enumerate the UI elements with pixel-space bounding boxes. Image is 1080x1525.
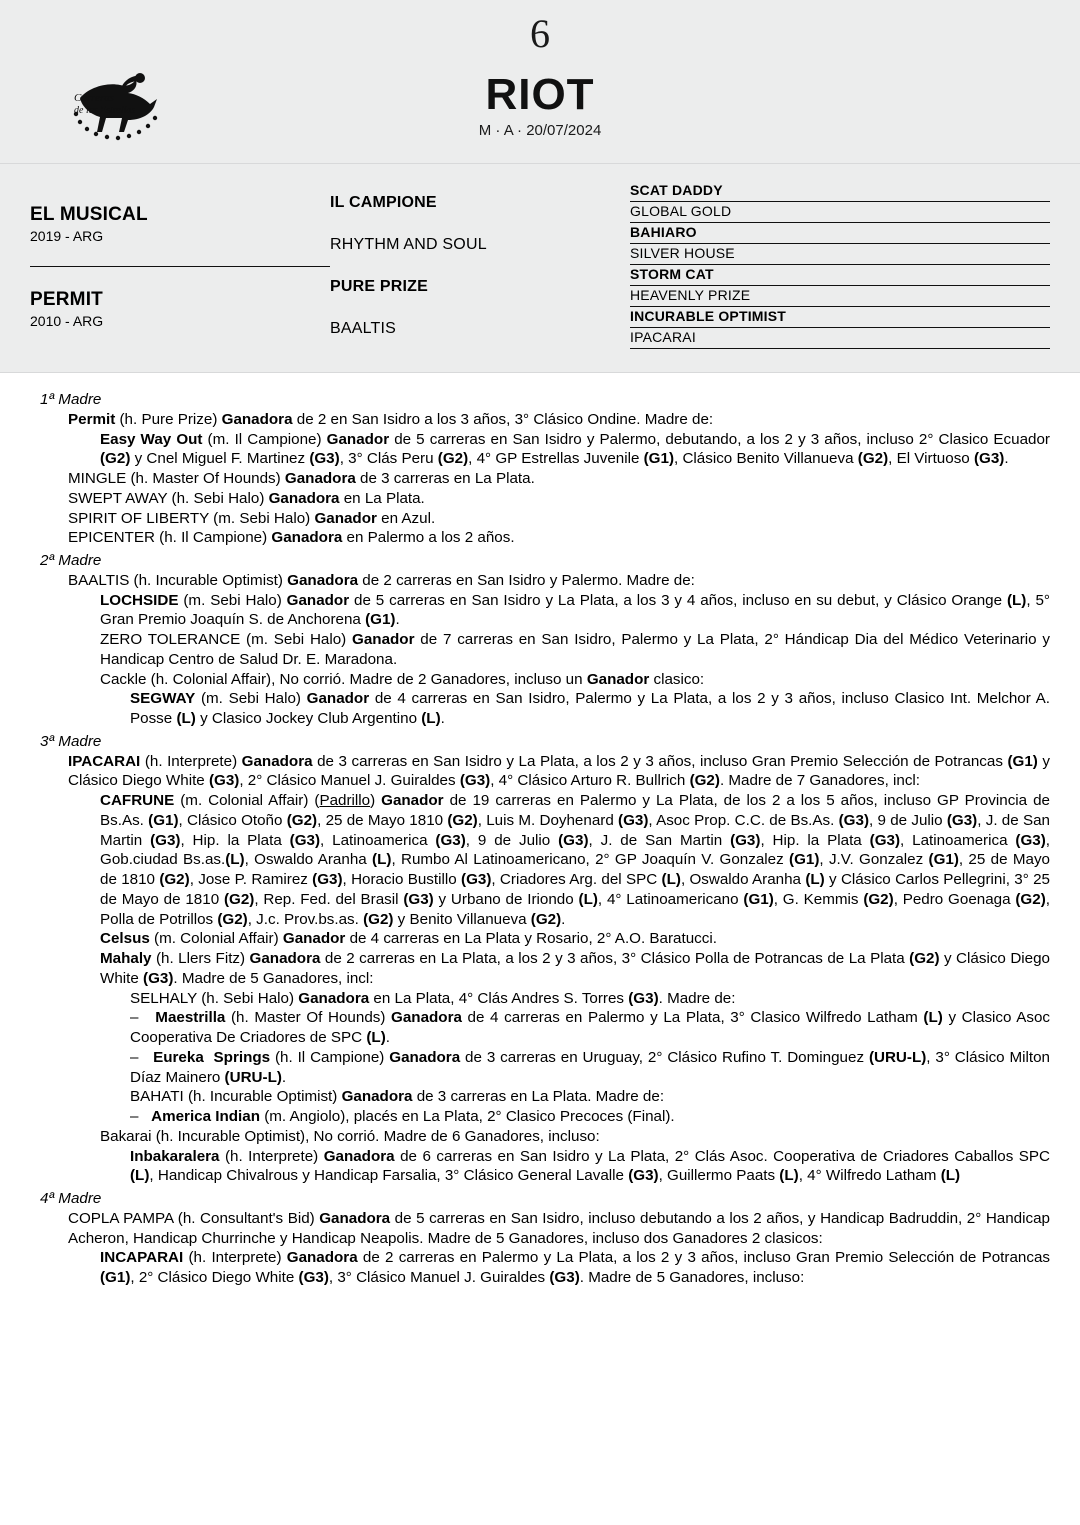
pedigree-col-greatgrandparents <box>630 182 1050 350</box>
pedigree-dam <box>30 266 330 350</box>
catalogue-body <box>0 373 1080 1288</box>
pedigree-entry: Permit (h. Pure Prize) Ganadora de 2 en San Isidro a los 3 años, 3° Clásico Ondine. Madre de: <box>68 410 714 428</box>
pedigree-entry: SPIRIT OF LIBERTY (m. Sebi Halo) Ganador en Azul. <box>68 509 436 527</box>
pedigree-entry: COPLA PAMPA (h. Consultant's Bid) Ganadora de 5 carreras en San Isidro, incluso debutando a los 2 años, y Handicap Badruddin, 2° Handicap Acheron, Handicap Churrinche y Handicap Neapolis. Madre de 5 Ganadores, incluso dos Ganadores 2 clasicos: <box>68 1209 1050 1247</box>
logo-text-mid: de las Estrellas <box>74 105 136 116</box>
pedigree-entry: Easy Way Out (m. Il Campione) Ganador de 5 carreras en San Isidro y Palermo, debutando, a los 2 y 3 años, incluso 2° Clasico Ecuador (G2) y Cnel Miguel F. Martinez (G3), 3° Clás Peru (G2), 4° GP Estrellas Juvenile (G1), Clásico Benito Villanueva (G2), El Virtuoso (G3). <box>100 430 1050 468</box>
generation-title-3: 3ª Madre <box>40 732 102 750</box>
pedigree-gp-1 <box>630 182 1050 203</box>
pedigree-gp-6-name: HEAVENLY PRIZE <box>630 287 751 303</box>
pedigree-dam-sire <box>330 266 630 308</box>
pedigree-entry: SELHALY (h. Sebi Halo) Ganadora en La Plata, 4° Clás Andres S. Torres (G3). Madre de: <box>130 989 736 1007</box>
pedigree-sire-sire <box>330 182 630 224</box>
pedigree-dam-detail: 2010 - ARG <box>30 312 104 329</box>
divider <box>630 264 1050 265</box>
divider <box>630 348 1050 349</box>
pedigree-sire <box>30 182 330 266</box>
divider <box>630 306 1050 307</box>
divider <box>630 222 1050 223</box>
logo-text-top: Carreras <box>74 92 114 104</box>
pedigree-dam-dam <box>330 308 630 350</box>
pedigree-entry: Celsus (m. Colonial Affair) Ganador de 4 carreras en La Plata y Rosario, 2° A.O. Baratucci. <box>100 930 717 948</box>
pedigree-gp-4-name: SILVER HOUSE <box>630 245 735 261</box>
divider <box>630 243 1050 244</box>
pedigree-dam-dam-name: BAALTIS <box>330 320 397 337</box>
pedigree-gp-3 <box>630 224 1050 245</box>
page-header <box>0 0 1080 164</box>
pedigree-entry: EPICENTER (h. Il Campione) Ganadora en Palermo a los 2 años. <box>68 529 515 547</box>
pedigree-gp-4 <box>630 245 1050 266</box>
pedigree-entry: ZERO TOLERANCE (m. Sebi Halo) Ganador de 7 carreras en San Isidro, Palermo y La Plata, 2° Hándicap Dia del Médico Veterinario y Handicap Centro de Salud Dr. E. Maradona. <box>100 631 1051 668</box>
pedigree-sire-detail: 2019 - ARG <box>30 228 104 244</box>
generation-title-4: 4ª Madre <box>40 1190 102 1207</box>
pedigree-gp-6 <box>630 287 1050 308</box>
pedigree-gp-7-name: INCURABLE OPTIMIST <box>630 308 787 324</box>
pedigree-entry: Bakarai (h. Incurable Optimist), No corrió. Madre de 6 Ganadores, incluso: <box>100 1127 600 1145</box>
generation-title-1: 1ª Madre <box>40 391 102 408</box>
lot-number: 6 <box>530 11 550 56</box>
pedigree-entry: Cackle (h. Colonial Affair), No corrió. Madre de 2 Ganadores, incluso un Ganador clasico: <box>100 670 705 688</box>
pedigree-entry: LOCHSIDE (m. Sebi Halo) Ganador de 5 carreras en San Isidro y La Plata, a los 3 y 4 años, incluso en su debut, y Clásico Orange (L), 5° Gran Premio Joaquín S. de Anchorena (G1). <box>100 591 1051 629</box>
pedigree-sire-sire-name: IL CAMPIONE <box>330 194 437 211</box>
pedigree-dam-sire-name: PURE PRIZE <box>330 278 429 295</box>
pedigree-gp-5-name: STORM CAT <box>630 266 714 282</box>
pedigree-entry: MINGLE (h. Master Of Hounds) Ganadora de 3 carreras en La Plata. <box>68 470 535 487</box>
pedigree-entry: BAHATI (h. Incurable Optimist) Ganadora de 3 carreras en La Plata. Madre de: <box>130 1088 665 1106</box>
pedigree-col-parents <box>30 182 330 350</box>
pedigree-gp-5 <box>630 266 1050 287</box>
divider <box>630 201 1050 202</box>
pedigree-entry: IPACARAI (h. Interprete) Ganadora de 3 carreras en San Isidro y La Plata, a los 2 y 3 años, incluso Gran Premio Selección de Potrancas (G1) y Clásico Diego White (G3), 2° Clásico Manuel J. Guiraldes (G3), 4° Clásico Arturo R. Bullrich (G2). Madre de 7 Ganadores, incl: <box>68 752 1050 790</box>
pedigree-sire-dam-name: RHYTHM AND SOUL <box>330 236 487 253</box>
pedigree-gp-2-name: GLOBAL GOLD <box>630 203 732 219</box>
pedigree-entry: – Eureka Springs (h. Il Campione) Ganadora de 3 carreras en Uruguay, 2° Clásico Rufino T. Dominguez (URU-L), 3° Clásico Milton Díaz Mainero (URU-L). <box>130 1048 1051 1086</box>
pedigree-gp-8 <box>630 329 1050 350</box>
pedigree-entry: INCAPARAI (h. Interprete) Ganadora de 2 carreras en Palermo y La Plata, a los 2 y 3 años, incluso Gran Premio Selección de Potrancas (G1), 2° Clásico Diego White (G3), 3° Clásico Manuel J. Guiraldes (G3). Madre de 5 Ganadores, incluso: <box>100 1249 1050 1286</box>
pedigree-dam-name: PERMIT <box>30 288 103 310</box>
pedigree-gp-7 <box>630 308 1050 329</box>
generation-title-2: 2ª Madre <box>40 552 102 569</box>
pedigree-col-grandparents <box>330 182 630 350</box>
pedigree-gp-8-name: IPACARAI <box>630 329 696 345</box>
pedigree-sire-name: EL MUSICAL <box>30 204 148 225</box>
pedigree-gp-1-name: SCAT DADDY <box>630 182 723 198</box>
horse-subtitle: M · A · 20/07/2024 <box>478 122 602 139</box>
pedigree-entry: – America Indian (m. Angiolo), placés en La Plata, 2° Clasico Precoces (Final). <box>130 1108 675 1125</box>
pedigree-gp-3-name: BAHIARO <box>630 224 697 240</box>
pedigree-entry: BAALTIS (h. Incurable Optimist) Ganadora de 2 carreras en San Isidro y Palermo. Madre de: <box>68 571 695 589</box>
pedigree-entry: Mahaly (h. Llers Fitz) Ganadora de 2 carreras en La Plata, a los 2 y 3 años, 3° Clásico Polla de Potrancas de La Plata (G2) y Clásico Diego White (G3). Madre de 5 Ganadores, incl: <box>100 950 1051 987</box>
page-title: RIOT <box>485 70 595 119</box>
pedigree-entry: SWEPT AWAY (h. Sebi Halo) Ganadora en La Plata. <box>68 489 425 507</box>
pedigree-entry: SEGWAY (m. Sebi Halo) Ganador de 4 carreras en San Isidro, Palermo y La Plata, a los 2 y 3 años, incluso Clasico Int. Melchor A. Posse (L) y Clasico Jockey Club Argentino (L). <box>130 690 1051 727</box>
pedigree-sire-dam <box>330 224 630 266</box>
pedigree-gp-2 <box>630 203 1050 224</box>
divider <box>630 327 1050 328</box>
divider <box>630 285 1050 286</box>
pedigree-entry: CAFRUNE (m. Colonial Affair) (Padrillo) Ganador de 19 carreras en Palermo y La Plata, de los 2 a los 5 años, incluso GP Provincia de Bs.As. (G1), Clásico Otoño (G2), 25 de Mayo 1810 (G2), Luis M. Doyhenard (G3), Asoc Prop. C.C. de Bs.As. (G3), 9 de Julio (G3), J. de San Martin (G3), Hip. la Plata (G3), Latinoamerica (G3), 9 de Julio (G3), J. de San Martin (G3), Hip. la Plata (G3), Latinoamerica (G3), Gob.ciudad Bs.as.(L), Oswaldo Aranha (L), Rumbo Al Latinoamericano, 2° GP Joaquín V. Gonzalez (G1), J.V. Gonzalez (G1), 25 de Mayo de 1810 (G2), Jose P. Ramirez (G3), Horacio Bustillo (G3), Criadores Arg. del SPC (L), Oswaldo Aranha (L) y Clásico Carlos Pellegrini, 3° 25 de Mayo de 1810 (G2), Rep. Fed. del Brasil (G3) y Urbano de Iriondo (L), 4° Latinoamericano (G1), G. Kemmis (G2), Pedro Goenaga (G2), Polla de Potrillos (G2), J.c. Prov.bs.as. (G2) y Benito Villanueva (G2). <box>100 792 1051 928</box>
pedigree-entry: – Maestrilla (h. Master Of Hounds) Ganadora de 4 carreras en Palermo y La Plata, 3° Clasico Wilfredo Latham (L) y Clasico Asoc Cooperativa De Criadores de SPC (L). <box>130 1009 1050 1046</box>
pedigree-table <box>0 164 1080 373</box>
pedigree-entry: Inbakaralera (h. Interprete) Ganadora de 6 carreras en San Isidro y La Plata, 2° Clás Asoc. Cooperativa de Criadores Caballos SPC (L), Handicap Chivalrous y Handicap Farsalia, 3° Clásico General Lavalle (G3), Guillermo Paats (L), 4° Wilfredo Latham (L) <box>130 1147 1050 1185</box>
